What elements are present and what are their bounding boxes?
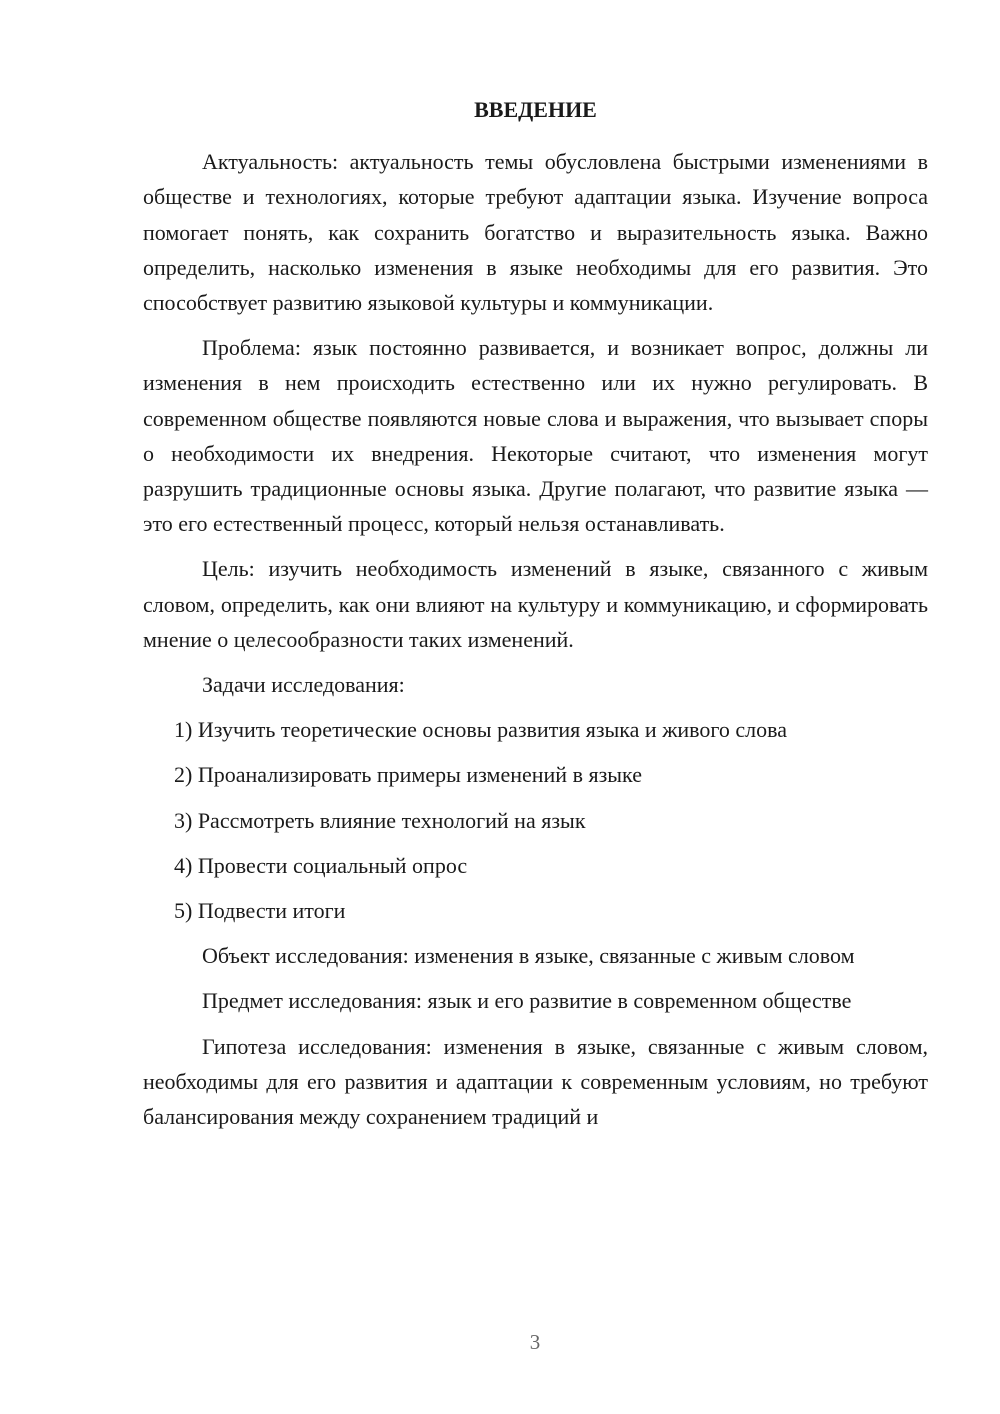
task-item: 5) Подвести итоги [174, 898, 346, 924]
paragraph-relevance: Актуальность: актуальность темы обусловлена быстрыми изменениями в обществе и технологиях, которые требуют адаптации языка. Изучение вопроса помогает понять, как сохранить богатство и выразительность языка. Важно определить, насколько изменения в языке необходимы для его развития. Это способствует развитию языковой культуры и коммуникации. [143, 149, 928, 316]
task-item: 4) Провести социальный опрос [174, 852, 468, 878]
paragraph-goal: Цель: изучить необходимость изменений в языке, связанного с живым словом, определить, как они влияют на культуру и коммуникацию, и сформировать мнение о целесообразности таких изменений. [143, 556, 928, 652]
paragraph-problem: Проблема: язык постоянно развивается, и возникает вопрос, должны ли изменения в нем происходить естественно или их нужно регулировать. В современном обществе появляются новые слова и выражения, что вызывает споры о необходимости их внедрения. Некоторые считают, что изменения могут разрушить традиционные основы языка. Другие полагают, что развитие языка — это его естественный процесс, который нельзя останавливать. [143, 335, 928, 537]
tasks-heading: Задачи исследования: [202, 672, 405, 698]
task-item: 1) Изучить теоретические основы развития языка и живого слова [174, 717, 787, 743]
paragraph-object: Объект исследования: изменения в языке, связанные с живым словом [202, 943, 855, 969]
task-item: 2) Проанализировать примеры изменений в языке [174, 762, 642, 788]
paragraph-subject: Предмет исследования: язык и его развитие в современном обществе [202, 988, 852, 1014]
page-number: 3 [529, 1330, 541, 1354]
section-title: ВВЕДЕНИЕ [474, 97, 597, 122]
paragraph-hypothesis: Гипотеза исследования: изменения в языке, связанные с живым словом, необходимы для его развития и адаптации к современным условиям, но требуют балансирования между сохранением традиций и [143, 1033, 928, 1130]
task-item: 3) Рассмотреть влияние технологий на язык [174, 807, 586, 833]
document-body [143, 92, 928, 1144]
